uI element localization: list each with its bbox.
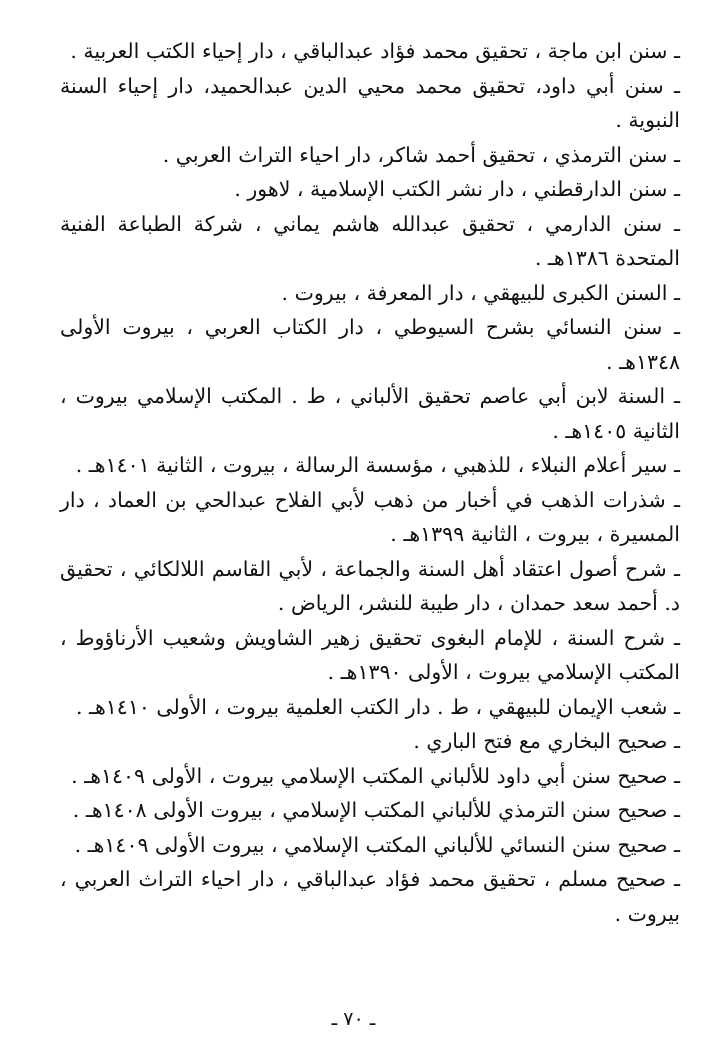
page-number: ـ ٧٠ ـ bbox=[331, 1008, 376, 1030]
bibliography-entry: ـ سنن الدارمي ، تحقيق عبدالله هاشم يماني ، شركة الطباعة الفنية المتحدة ١٣٨٦هـ . bbox=[60, 211, 680, 270]
bibliography-entry: ـ السنن الكبرى للبيهقي ، دار المعرفة ، بيروت . bbox=[281, 280, 680, 305]
bibliography-entry: ـ صحيح سنن الترمذي للألباني المكتب الإسلامي ، بيروت الأولى ١٤٠٨هـ . bbox=[72, 798, 680, 822]
bibliography-entry: ـ سنن الترمذي ، تحقيق أحمد شاكر، دار احياء التراث العربي . bbox=[162, 142, 680, 167]
bibliography-entry: ـ شرح السنة ، للإمام البغوى تحقيق زهير الشاويش وشعيب الأرناؤوط ، المكتب الإسلامي بيروت ، الأولى ١٣٩٠هـ . bbox=[60, 625, 680, 684]
bibliography-entry: ـ شرح أصول اعتقاد أهل السنة والجماعة ، لأبي القاسم اللالكائي ، تحقيق د. أحمد سعد حمدان ، دار طيبة للنشر، الرياض . bbox=[60, 556, 680, 615]
bibliography-entry: ـ سنن ابن ماجة ، تحقيق محمد فؤاد عبدالباقي ، دار إحياء الكتب العربية . bbox=[70, 39, 680, 63]
bibliography-entry: ـ صحيح سنن النسائي للألباني المكتب الإسلامي ، بيروت الأولى ١٤٠٩هـ . bbox=[74, 832, 680, 857]
bibliography-entry: ـ شذرات الذهب في أخبار من ذهب لأبي الفلاح عبدالحي بن العماد ، دار المسيرة ، بيروت ، الثانية ١٣٩٩هـ . bbox=[60, 487, 680, 546]
bibliography-entry: ـ سنن الدارقطني ، دار نشر الكتب الإسلامية ، لاهور . bbox=[234, 177, 680, 201]
bibliography-entry: ـ سير أعلام النبلاء ، للذهبي ، مؤسسة الرسالة ، بيروت ، الثانية ١٤٠١هـ . bbox=[75, 453, 680, 477]
bibliography-entry: ـ صحيح البخاري مع فتح الباري . bbox=[413, 729, 680, 753]
bibliography-entry: ـ سنن النسائي بشرح السيوطي ، دار الكتاب العربي ، بيروت الأولى ١٣٤٨هـ . bbox=[60, 315, 680, 374]
bibliography-entry: ـ صحيح مسلم ، تحقيق محمد فؤاد عبدالباقي ، دار احياء التراث العربي ، بيروت . bbox=[60, 867, 680, 926]
bibliography-list bbox=[60, 34, 680, 931]
bibliography-entry: ـ صحيح سنن أبي داود للألباني المكتب الإسلامي بيروت ، الأولى ١٤٠٩هـ . bbox=[71, 763, 680, 788]
bibliography-entry: ـ السنة لابن أبي عاصم تحقيق الألباني ، ط . المكتب الإسلامي بيروت ، الثانية ١٤٠٥هـ . bbox=[60, 384, 680, 443]
bibliography-entry: ـ شعب الإيمان للبيهقي ، ط . دار الكتب العلمية بيروت ، الأولى ١٤١٠هـ . bbox=[75, 694, 680, 719]
bibliography-entry: ـ سنن أبي داود، تحقيق محمد محيي الدين عبدالحميد، دار إحياء السنة النبوية . bbox=[60, 73, 680, 132]
